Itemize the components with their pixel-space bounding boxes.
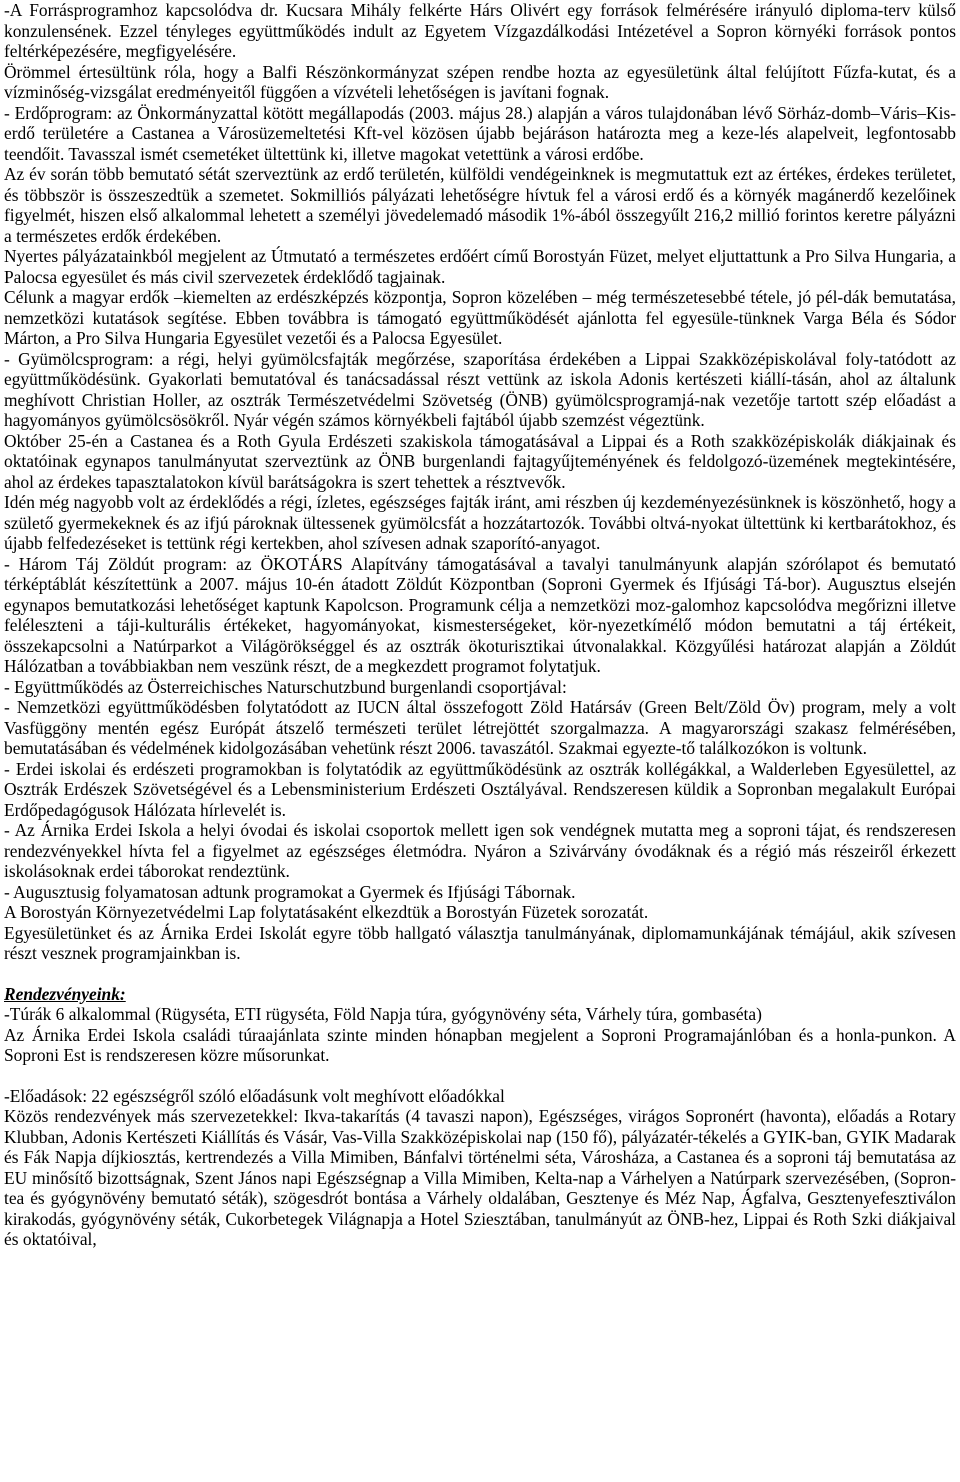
paragraph: - Három Táj Zöldút program: az ÖKOTÁRS Alapítvány támogatásával a tavalyi tanulmányunk alapján szórólapot és bemutató térképtáblát készítettünk a 2007. május 10-én átadott Zöldút Központban (Soproni Gyermek és Ifjúsági Tá-bor). Augusztus elsején egynapos bemutatkozási lehetőséget kaptunk Kapolcson. Programunk célja a nemzetközi moz-galomhoz kapcsolódva megőrizni illetve feléleszteni a táji-kulturális értékeket, hagyományokat, kismesterségeket, kör-nyezetkímélő módon bemutatni a táj értékeit, összekapcsolni a Natúrparkot a Világörökséggel és az osztrák ökoturisztikai útvonalakkal. Közgyűlési határozat alapján a Zöldút Hálózatban a továbbiakban nem veszünk részt, de a megkezdett programot folytatjuk. [4, 553, 956, 676]
paragraph: - Gyümölcsprogram: a régi, helyi gyümölcsfajták megőrzése, szaporítása érdekében a Lippai Szakközépiskolával foly-tatódott az együttműködésünk. Gyakorlati bemutatóval és tanácsadással részt vettünk az iskola Adonis kertészeti kiállí-tásán, ahol az általunk meghívott Christian Holler, az osztrák Természetvédelmi Szövetség (ÖNB) gyümölcsprogramjá-nak vezetője tartott szép előadást a hagyományos gyümölcsösökről. Nyár végén számos környékbeli fajtából újabb szemzést végeztünk. [4, 348, 956, 430]
paragraph: Célunk a magyar erdők –kiemelten az erdészképzés központja, Sopron közelében – még természetesebbé tétele, jó pél-dák bemutatása, nemzetközi kutatások segítése. Ebben továbbra is támogató együttműködését ajánlotta fel egyesüle-tünknek Varga Béla és Sódor Márton, a Pro Silva Hungaria Egyesület vezetői és a Palocsa Egyesület. [4, 287, 956, 348]
paragraph: Az Árnika Erdei Iskola családi túraajánlata szinte minden hónapban megjelent a Soproni Programajánlóban és a honla-punkon. A Soproni Est is rendszeresen közre műsorunkat. [4, 1024, 956, 1065]
paragraph: - Az Árnika Erdei Iskola a helyi óvodai és iskolai csoportok mellett igen sok vendégnek mutatta meg a soproni tájat, és rendszeresen rendezvényekkel hívta fel a figyelmet az egészséges életmódra. Nyáron a Szivárvány óvodáknak és a régió más részeiről érkezett iskolásoknak erdei táborokat rendeztünk. [4, 820, 956, 881]
paragraph: Idén még nagyobb volt az érdeklődés a régi, ízletes, egészséges fajták iránt, ami részben új kezdeményezésünknek is köszönhető, hogy a születő gyermekeknek és az ifjú pároknak ültessenek gyümölcsfát a hozzátartozók. További oltvá-nyokat ültettünk ki kertbarátokhoz, és újabb felfedezéseket is tettünk régi kertekben, ahol szívesen adnak szaporító-anyagot. [4, 492, 956, 553]
paragraph: Nyertes pályázatainkból megjelent az Útmutató a természetes erdőért című Borostyán Füzet, melyet eljuttattunk a Pro Silva Hungaria, a Palocsa egyesület és más civil szervezetek érdeklődő tagjainak. [4, 246, 956, 287]
paragraph: Október 25-én a Castanea és a Roth Gyula Erdészeti szakiskola támogatásával a Lippai és a Roth szakközépiskolák diákjainak és oktatóinak egynapos tanulmányutat szerveztünk az ÖNB burgenlandi fajtagyűjteményének és feldolgozó-üzemének megtekintésére, ahol az érdekes tapasztalatokon kívül barátságokra is szert tehettek a résztvevők. [4, 430, 956, 492]
paragraph: Egyesületünket és az Árnika Erdei Iskolát egyre több hallgató választja tanulmányának, diplomamunkájának témájául, akik szívesen részt vesznek programjainkban is. [4, 922, 956, 963]
document-page [4, 0, 956, 1250]
paragraph: - Erdőprogram: az Önkormányzattal kötött megállapodás (2003. május 28.) alapján a város tulajdonában lévő Sörház-domb–Váris–Kis-erdő területére a Castanea a Városüzemeltetési Kft-vel közösen újabb bejáráson határozta meg a keze-lés alapelveit, legfontosabb teendőit. Tavasszal ismét csemetéket ültettünk ki, illetve magokat vetettünk a városi erdőbe. [4, 102, 956, 164]
paragraph: - Erdei iskolai és erdészeti programokban is folytatódik az együttműködésünk az osztrák kollégákkal, a Walderleben Egyesülettel, az Osztrák Erdészek Szövetségével és a Lebensministerium Erdészeti Osztályával. Rendszeresen küldik a Sopronban megalakult Európai Erdőpedagógusok Hálózata hírlevelét is. [4, 758, 956, 820]
paragraph: Közös rendezvények más szervezetekkel: Ikva-takarítás (4 tavaszi napon), Egészséges, virágos Sopronért (havonta), előadás a Rotary Klubban, Adonis Kertészeti Kiállítás és Vásár, Vas-Villa Szakközépiskolai nap (150 fő), pályázatér-tékelés a GYIK-ban, GYIK Madarak és Fák Napja díjkiosztás, kertrendezés a Villa Mimiben, Bánfalvi történelmi séta, Városháza, a Castanea és a soproni táj bemutatása az EU minősítő bizottságnak, Szent János napi Egészségnap a Villa Mimiben, Kelta-nap a Várhelyen a Natúrpark szervezésében, (Sopron-tea és gyógynövény bemutató séták), szögesdrót bontása a Várhely oldalában, Gesztenye és Méz Nap, Ágfalva, Gesztenyefesztiválon kirakodás, gyógynövény séták, Cukorbetegek Világnapja a Hotel Sziesztában, tanulmányút az ÖNB-hez, Lippai és Roth Szki diákjaival és oktatóival, [4, 1106, 956, 1249]
paragraph: Örömmel értesültünk róla, hogy a Balfi Részönkormányzat szépen rendbe hozta az egyesületünk által felújított Fűzfa-kutat, és a vízminőség-vizsgálat eredményeitől függően a vízvételi lehetőségen is javítani fognak. [4, 61, 956, 102]
section-heading: Rendezvényeink: [4, 983, 126, 1004]
paragraph: - Nemzetközi együttműködésben folytatódott az IUCN által összefogott Zöld Határsáv (Green Belt/Zöld Öv) program, mely a volt Vasfüggöny mentén egész Európát átszelő természeti terület létrejöttét szorgalmazza. A magyarországi szakasz felmérésében, bemutatásában és védelmének kidolgozásában vehetünk részt 2006. tavaszától. Szakmai egyezte-tő találkozókon is voltunk. [4, 697, 956, 758]
paragraph: - Együttműködés az Österreichisches Naturschutzbund burgenlandi csoportjával: [4, 676, 567, 697]
paragraph: Az év során több bemutató sétát szerveztünk az erdő területén, külföldi vendégeinknek is megmutattuk ezt az értékes, érdekes területet, és többször is összeszedtük a szemetet. Sokmilliós pályázati lehetőségre hívtuk fel a városi erdő és a környék magánerdő kezelőinek figyelmét, hiszen első alkalommal lehetett a személyi jövedelemadó második 1%-ából összegyűlt 216,2 millió forintos keretre pályázni a természetes erdők érdekében. [4, 164, 956, 246]
paragraph: - Augusztusig folyamatosan adtunk programokat a Gyermek és Ifjúsági Tábornak. [4, 881, 576, 902]
paragraph: A Borostyán Környezetvédelmi Lap folytatásaként elkezdtük a Borostyán Füzetek sorozatát. [4, 902, 649, 922]
spacer [4, 1066, 956, 1086]
paragraph: -Előadások: 22 egészségről szóló előadásunk volt meghívott előadókkal [4, 1085, 505, 1106]
paragraph: -Túrák 6 alkalommal (Rügyséta, ETI rügyséta, Föld Napja túra, gyógynövény séta, Várhely túra, gombaséta) [4, 1004, 762, 1024]
paragraph: -A Forrásprogramhoz kapcsolódva dr. Kucsara Mihály felkérte Hárs Olivért egy források felmérésére irányuló diploma-terv külső konzulensének. Ezzel tényleges együttműködés indult az Egyetem Vízgazdálkodási Intézetével a Sopron környéki források pontos feltérképezésére, megfigyelésére. [4, 0, 956, 61]
spacer [4, 964, 956, 984]
